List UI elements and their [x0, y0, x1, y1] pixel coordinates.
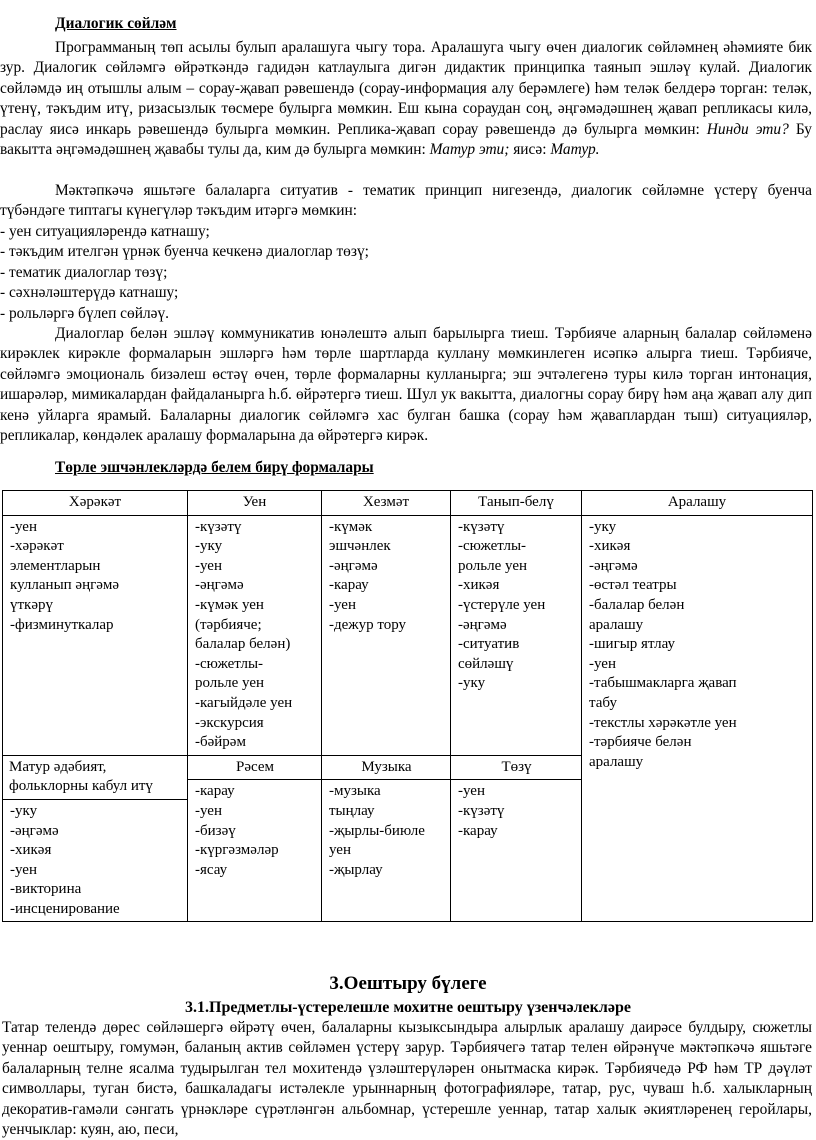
paragraph-text: Программаның төп асылы булып аралашуга чыгу тора. Аралашуга чыгу өчен диалогик сөйләмнең әһәмияте бик зур. Диалогик сөйләмгә өйрәткәндә гадидән катлаулыга дигән дидактик принципка таянып эшләү кулай. Диалогик сөйләмдә иң отышлы алым – сорау-җавап рәвешендә (сорау-информация алу берәмлеге) һәм теләк белдерә торган: теләк, үтенү, тәкъдим итү, ризасызлык төсмере булырга мөмкин. Еш кына сораудан соң, әңгәмәдәшнең җавап репликасы килә, раслау яисә инкарь рәвешендә булырга мөмкин. Реплика-җавап сорау рәвешендә дә булырга мөмкин:	[0, 39, 812, 138]
cell-line: -табышмакларга җавап	[589, 675, 737, 692]
cell-line: -күмәк уен	[195, 596, 264, 613]
cell-line: эшчәнлек	[329, 538, 391, 555]
table-header-row	[3, 491, 813, 516]
list-item: - тематик диалоглар төзү;	[0, 264, 168, 281]
example-question: Нинди эти?	[706, 120, 789, 138]
cell-line: тыңлау	[329, 802, 375, 819]
list-item: - сәхнәләштерүдә катнашу;	[0, 284, 179, 301]
forms-table	[2, 490, 813, 922]
column-header: Музыка	[322, 755, 451, 780]
cell-line: кулланып әңгәмә	[10, 577, 120, 594]
table-row	[3, 515, 813, 755]
list-item: - рольләргә бүлеп сөйләү.	[0, 305, 169, 322]
cell-line: сөйләшү	[458, 655, 514, 672]
cell-line: -текстлы хәрәкәтле уен	[589, 714, 737, 731]
table-cell	[451, 780, 582, 922]
column-header: Уен	[188, 491, 322, 516]
cell-line: -экскурсия	[195, 714, 264, 731]
cell-line: -күзәтү	[458, 518, 505, 535]
paragraph-dialogic-intro	[0, 38, 812, 160]
table-cell	[322, 780, 451, 922]
table-cell	[3, 799, 188, 922]
table-cell	[3, 515, 188, 755]
cell-line: -уен	[458, 783, 485, 800]
example-answer-full: Матур эти;	[429, 141, 510, 159]
cell-line: -хикәя	[10, 842, 52, 859]
table-cell	[188, 515, 322, 755]
cell-line: рольле уен	[195, 675, 265, 692]
cell-line: -физминуткалар	[10, 616, 114, 633]
cell-line: -хикәя	[458, 577, 500, 594]
cell-line: үткәрү	[10, 596, 54, 613]
table-cell	[322, 515, 451, 755]
cell-line: -уен	[589, 655, 616, 672]
cell-line: -уен	[195, 557, 222, 574]
cell-line: -балалар белән	[589, 596, 685, 613]
section-title: 3.Оештыру бүлеге	[329, 973, 487, 994]
cell-line: -өстәл театры	[589, 577, 677, 594]
cell-line: -уку	[458, 675, 486, 692]
table-title: Төрле эшчәнлекләрдә белем бирү формалары	[55, 459, 374, 476]
cell-line: -уен	[10, 518, 37, 535]
cell-line: -күмәк	[329, 518, 373, 535]
cell-line: -үстерүле уен	[458, 596, 546, 613]
paragraph-text: Бу вакытта әңгәмәдәшнең җавабы тулы да, ким дә булырга мөмкин:	[0, 120, 812, 159]
cell-line: -карау	[195, 783, 235, 800]
column-header: Хезмәт	[322, 491, 451, 516]
cell-line: -инсценирование	[10, 900, 120, 917]
cell-line: рольле уен	[458, 557, 528, 574]
cell-line: -сюжетлы-	[458, 538, 527, 555]
cell-line: -уку	[195, 538, 223, 555]
cell-line: -уку	[10, 802, 38, 819]
cell-line: -тәрбияче белән	[589, 734, 692, 751]
cell-line: -бәйрәм	[195, 734, 246, 751]
cell-line: -карау	[329, 577, 369, 594]
cell-line: -шигыр ятлау	[589, 636, 676, 653]
cell-line: аралашу	[589, 616, 644, 633]
paragraph-dialog-work: Диалоглар белән эшләү коммуникатив юнәлештә алып барылырга тиеш. Тәрбияче аларның балалар сөйләменә кирәклек кирәкле формаларын эшләргә һәм төрле шартларда куллану мөмкинлеген исәпкә алырга тиеш. Тәрбияче, сөйләмгә эмоциональ бизәлеш өстәү өчен, төрле формаларны кулланырга; эш эчтәлегенә туры килә торган интонация, ишарәләр, мимикалардан файдаланырга һ.б. өйрәтергә тиеш. Шул ук вакытта, диалогны сорау бирү һәм аңа җавап алу дип кенә уйларга ярамый. Балаларны диалогик сөйләмгә хас булган башка (сорау һәм җаваплардан тыш) ситуацияләр, репликалар, көндәлек аралашу формаларына да өйрәтергә кирәк.	[0, 325, 812, 445]
paragraph-text: яисә:	[509, 141, 551, 159]
cell-line: уен	[329, 842, 351, 859]
cell-line: (тәрбияче;	[195, 616, 262, 633]
cell-line: -сюжетлы-	[195, 655, 264, 672]
paragraph-exercises-intro: Мәктәпкәчә яшьтәге балаларга ситуатив - тематик принцип нигезендә, диалогик сөйләмне үстерү буенча түбәндәге типтагы күнегүләр тәкъдим итәргә мөмкин:	[0, 182, 812, 220]
table-cell	[582, 515, 813, 922]
table-cell	[451, 515, 582, 755]
cell-line: -музыка	[329, 783, 381, 800]
cell-line: -әңгәмә	[458, 616, 507, 633]
cell-line: балалар белән)	[195, 636, 291, 653]
cell-line: -ясау	[195, 861, 228, 878]
column-header: Аралашу	[582, 491, 813, 516]
cell-line: -кагыйдәле уен	[195, 694, 293, 711]
cell-line: -уен	[10, 861, 37, 878]
cell-line: -уен	[195, 802, 222, 819]
cell-line: -карау	[458, 822, 498, 839]
table-cell	[188, 780, 322, 922]
column-header: Хәрәкәт	[3, 491, 188, 516]
cell-line: табу	[589, 694, 617, 711]
cell-line: -күргәзмәләр	[195, 842, 279, 859]
subsection-title: 3.1.Предметлы-үстерелешле мохитне оештыру үзенчәлекләре	[185, 999, 631, 1016]
cell-line: -хикәя	[589, 538, 631, 555]
cell-line: -әңгәмә	[10, 822, 59, 839]
cell-line: -уку	[589, 518, 617, 535]
example-answer-short: Матур.	[550, 141, 600, 159]
cell-line: -җырлау	[329, 861, 383, 878]
paragraph-environment: Татар теленд​ә дөрес сөйләшергә өйрәтү өчен, балаларны кызыксындыра алырлык аралашу даирәсе булдыру, сюжетлы уеннар оештыру, гомумән, баланың актив сөйләмен үстерү зарур. Тәрбиячегә татар телен өйрәнүче мәктәпкәчә яшьтәге балаларның телне ясалма тудырылган тел мохитендә үзләштерүләрен онытмаска кирәк. Тәрбиячедә РФ һәм ТР дәүләт символлары, туган бистә, башкаладагы истәлекле урыннарның фотографияләре, татар, рус, чуваш һ.б. халыкларның декоратив-гамәли сәнгать үрнәкләре сүрәтләнгән альбомнар, үстерешле уеннар, татар халык әкиятләренең геройлары, уенчыклар: куян, аю, песи,	[2, 1019, 812, 1139]
list-item: - уен ситуацияләрендә катнашу;	[0, 223, 210, 240]
cell-line: -әңгәмә	[195, 577, 244, 594]
row-header-literature: Матур әдәбият, фольклорны кабул итү	[3, 755, 188, 799]
column-header: Танып-белү	[451, 491, 582, 516]
cell-line: -викторина	[10, 881, 82, 898]
cell-line: -күзәтү	[458, 802, 505, 819]
cell-line: -уен	[329, 596, 356, 613]
cell-line: элементларын	[10, 557, 101, 574]
cell-line: -җырлы-биюле	[329, 822, 425, 839]
cell-line: -күзәтү	[195, 518, 242, 535]
cell-line: аралашу	[589, 753, 644, 770]
cell-line: -ситуатив	[458, 636, 520, 653]
cell-line: -әңгәмә	[589, 557, 638, 574]
list-item: - тәкъдим ителгән үрнәк буенча кечкенә диалоглар төзү;	[0, 243, 369, 260]
column-header: Төзү	[451, 755, 582, 780]
cell-line: -әңгәмә	[329, 557, 378, 574]
cell-line: -дежур тору	[329, 616, 407, 633]
cell-line: -бизәү	[195, 822, 236, 839]
cell-line: -хәрәкәт	[10, 538, 64, 555]
heading-dialogic-speech: Диалогик сөйләм	[55, 15, 177, 32]
column-header: Рәсем	[188, 755, 322, 780]
